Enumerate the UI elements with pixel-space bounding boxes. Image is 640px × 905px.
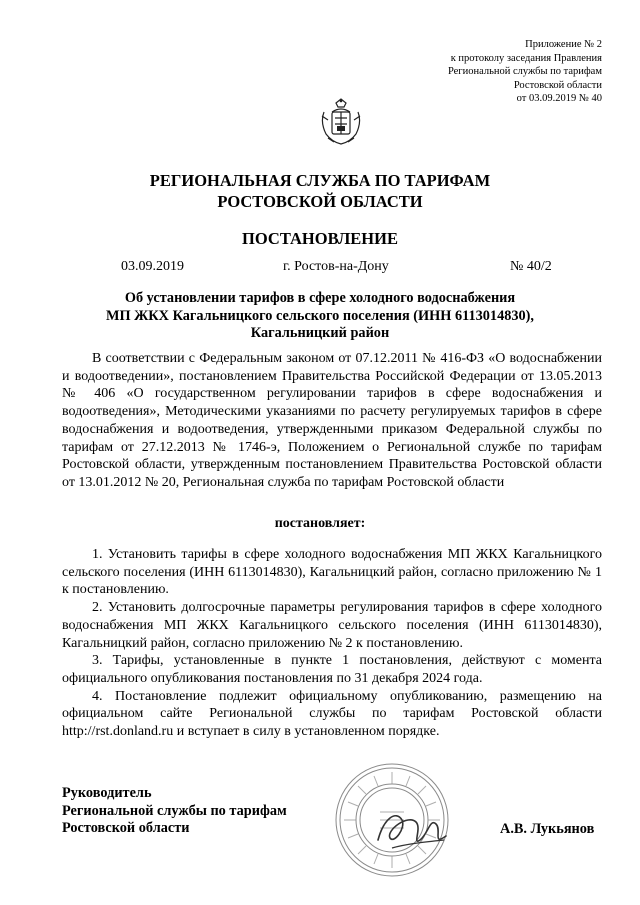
resolution-item: 3. Тарифы, установленные в пункте 1 постановления, действуют с момента официального опубликования постановления по 31 декабря 2024 года. bbox=[62, 653, 602, 686]
signatory-title-line: Руководитель bbox=[62, 785, 152, 801]
subject-line: Об установлении тарифов в сфере холодного водоснабжения bbox=[124, 290, 516, 306]
resolution-item: 4. Постановление подлежит официальному опубликованию, размещению на официальном сайте Региональной службы по тарифам Ростовской области http://rst.donland.ru и вступает в силу в установленном порядке. bbox=[62, 688, 602, 740]
signatory-title bbox=[62, 785, 287, 838]
appendix-line: Региональной службы по тарифам bbox=[447, 66, 602, 77]
resolution-item: 1. Установить тарифы в сфере холодного водоснабжения МП ЖКХ Кагальницкого сельского поселения (ИНН 6113014830), Кагальницкий район, согласно приложению № 1 к постановлению. bbox=[62, 547, 602, 598]
coat-of-arms-icon bbox=[318, 98, 364, 146]
resolution-items bbox=[62, 546, 602, 741]
appendix-line: Приложение № 2 bbox=[525, 39, 602, 50]
appendix-line: к протоколу заседания Правления bbox=[450, 52, 602, 64]
appendix-line: от 03.09.2019 № 40 bbox=[516, 93, 602, 104]
resolves-heading: постановляет: bbox=[274, 516, 366, 531]
signatory-title-line: Региональной службы по тарифам bbox=[62, 802, 287, 819]
org-name-line1: РЕГИОНАЛЬНАЯ СЛУЖБА ПО ТАРИФАМ bbox=[149, 171, 491, 190]
document-date: 03.09.2019 bbox=[121, 259, 184, 274]
appendix-line: Ростовской области bbox=[513, 79, 602, 91]
org-name-line2: РОСТОВСКОЙ ОБЛАСТИ bbox=[217, 192, 423, 211]
signatory-name: А.В. Лукьянов bbox=[500, 821, 595, 837]
appendix-note bbox=[448, 38, 602, 106]
document-type: ПОСТАНОВЛЕНИЕ bbox=[242, 229, 398, 248]
signatory-title-line: Ростовской области bbox=[62, 820, 190, 837]
resolution-item: 2. Установить долгосрочные параметры регулирования тарифов в сфере холодного водоснабжения МП ЖКХ Кагальницкого сельского поселения (ИНН 6113014830), Кагальницкий район, согласно приложению № 2 к постановлению. bbox=[62, 600, 602, 651]
signature-icon bbox=[372, 800, 452, 860]
document-subject bbox=[60, 290, 580, 343]
document-city: г. Ростов-на-Дону bbox=[283, 259, 389, 274]
document-number: № 40/2 bbox=[510, 259, 552, 274]
subject-line: МП ЖКХ Кагальницкого сельского поселения (ИНН 6113014830), bbox=[105, 307, 534, 324]
subject-line: Кагальницкий район bbox=[250, 325, 390, 341]
preamble-paragraph: В соответствии с Федеральным законом от 07.12.2011 № 416-ФЗ «О водоснабжении и водоотведении», постановлением Правительства Российской Федерации от 13.05.2013 № 406 «О государственном регулировании тарифов в сфере водоснабжения и водоотведения», Методическими указаниями по расчету регулируемых тарифов в сфере водоснабжения и водоотведения, утвержденными приказом Федеральной службы по тарифам от 27.12.2013 № 1746-э, Положением о Региональной службе по тарифам Ростовской области, утвержденным постановлением Правительства Ростовской области от 13.01.2012 № 20, Региональная служба по тарифам Ростовской области bbox=[62, 351, 602, 490]
